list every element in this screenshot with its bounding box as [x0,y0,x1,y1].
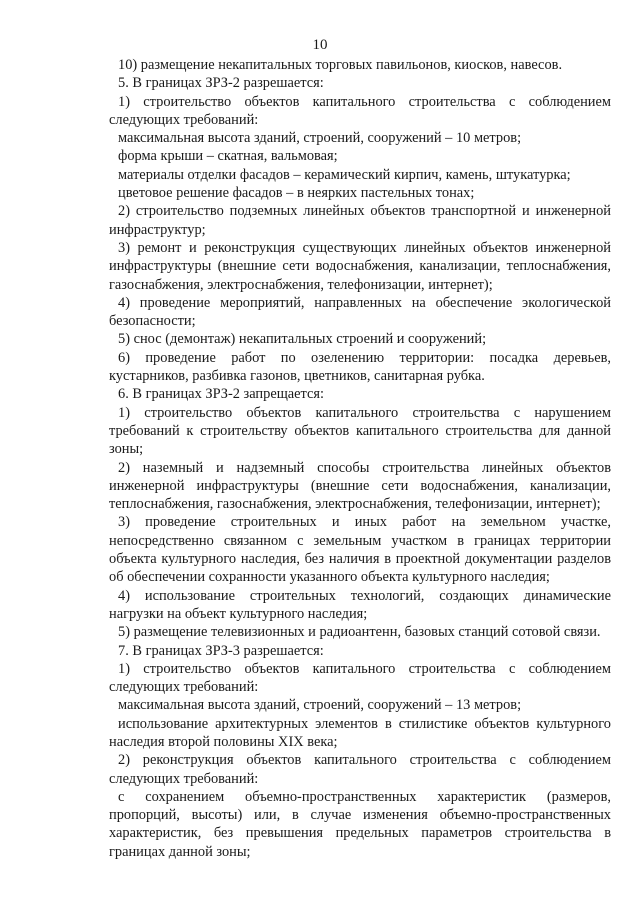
requirement-paragraph: с сохранением объемно-пространственных характеристик (размеров, пропорций, высоты) или, в случае изменения объемно-пространственных характеристик, без превышения предельных параметров строительства в границах данной зоны; [109,788,611,860]
list-item-paragraph: 7. В границах ЗРЗ-3 разрешается: [118,642,324,659]
requirement-paragraph: материалы отделки фасадов – керамический кирпич, камень, штукатурка; [118,166,571,183]
list-item-paragraph: 2) наземный и надземный способы строительства линейных объектов инженерной инфраструктуры (внешние сети водоснабжения, канализации, теплоснабжения, газоснабжения, электроснабжения, телефонизации, интернет); [109,459,611,513]
document-body [109,56,611,861]
requirement-paragraph: форма крыши – скатная, вальмовая; [118,148,338,165]
list-item-paragraph: 4) проведение мероприятий, направленных на обеспечение экологической безопасности; [109,294,611,330]
list-item-paragraph: 10) размещение некапитальных торговых павильонов, киосков, навесов. [118,57,563,73]
list-item-paragraph: 4) использование строительных технологий, создающих динамические нагрузки на объект культурного наследия; [109,587,611,622]
requirement-paragraph: использование архитектурных элементов в стилистике объектов культурного наследия второй половины XIX века; [109,715,611,750]
list-item-paragraph: 6) проведение работ по озеленению территории: посадка деревьев, кустарников, разбивка газонов, цветников, санитарная рубка. [109,349,611,385]
page-number: 10 [312,37,328,53]
list-item-paragraph: 6. В границах ЗРЗ-2 запрещается: [118,386,325,403]
list-item-paragraph: 2) реконструкция объектов капитального строительства с соблюдением следующих требований: [109,752,611,787]
list-item-paragraph: 1) строительство объектов капитального строительства с нарушением требований к строительству объектов капитального строительства для данной зоны; [109,404,611,458]
requirement-paragraph: цветовое решение фасадов – в неярких пастельных тонах; [118,185,475,202]
list-item-paragraph: 5) снос (демонтаж) некапитальных строений и сооружений; [118,331,487,348]
list-item-paragraph: 3) проведение строительных и иных работ на земельном участке, непосредственно связанном с земельным участком в границах территории объекта культурного наследия, без наличия в проектной документации разделов об обеспечении сохранности указанного объекта культурного наследия; [109,514,611,586]
requirement-paragraph: максимальная высота зданий, строений, сооружений – 13 метров; [118,697,522,714]
list-item-paragraph: 3) ремонт и реконструкция существующих линейных объектов инженерной инфраструктуры (внешние сети водоснабжения, канализации, теплоснабжения, газоснабжения, электроснабжения, телефонизации, интернет); [109,239,611,293]
list-item-paragraph: 2) строительство подземных линейных объектов транспортной и инженерной инфраструктур; [109,203,611,238]
list-item-paragraph: 1) строительство объектов капитального строительства с соблюдением следующих требований: [109,660,611,696]
list-item-paragraph: 5) размещение телевизионных и радиоантенн, базовых станций сотовой связи. [118,624,601,641]
list-item-paragraph: 1) строительство объектов капитального строительства с соблюдением следующих требований: [109,93,611,128]
requirement-paragraph: максимальная высота зданий, строений, сооружений – 10 метров; [118,130,522,147]
list-item-paragraph: 5. В границах ЗРЗ-2 разрешается: [118,75,324,92]
